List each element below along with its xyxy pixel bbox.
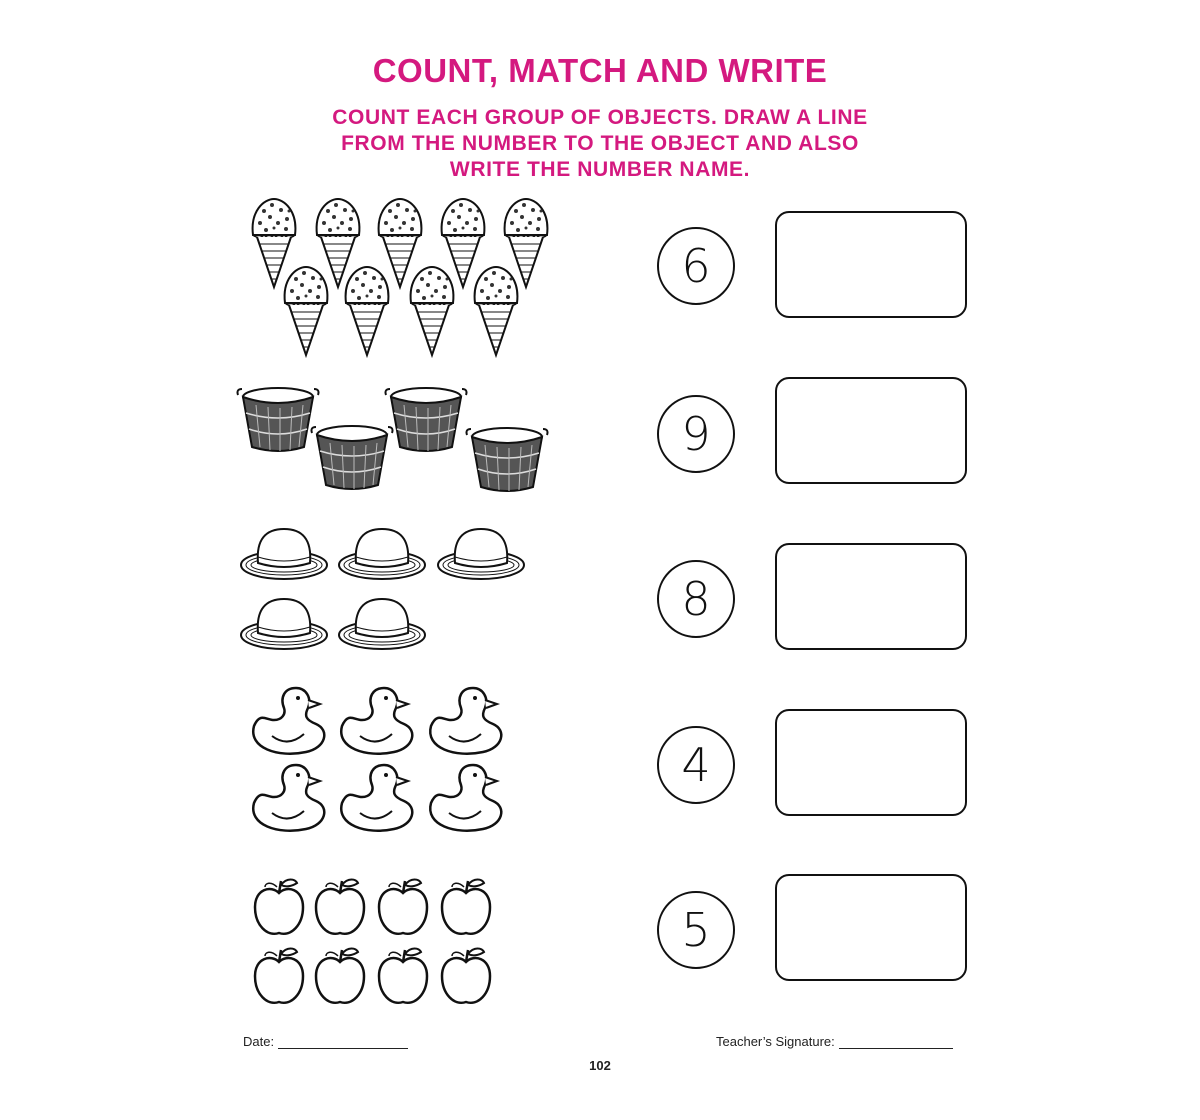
number-circle-8[interactable]: 8 (657, 560, 735, 638)
ice-cream-cone-icon (411, 267, 454, 355)
number-circle-9[interactable]: 9 (657, 395, 735, 473)
page-number: 102 (589, 1058, 611, 1073)
apple-icon (316, 949, 364, 1003)
duck-icon (430, 765, 501, 831)
apple-icon (379, 880, 427, 934)
apple-icon (379, 949, 427, 1003)
number-circle-4[interactable]: 4 (657, 726, 735, 804)
hat-icon (241, 529, 327, 579)
duck-icon (430, 688, 501, 754)
basket-icon (386, 388, 467, 451)
signature-label: Teacher’s Signature: (716, 1034, 835, 1049)
number-circle-5[interactable]: 5 (657, 891, 735, 969)
hat-icon (438, 529, 524, 579)
apple-icon (316, 880, 364, 934)
answer-box-1[interactable] (775, 211, 967, 318)
answer-box-5[interactable] (775, 874, 967, 981)
ice-cream-cone-icon (505, 199, 548, 287)
signature-field[interactable] (716, 1034, 953, 1049)
basket-icon (467, 428, 548, 491)
ice-cream-cone-icon (285, 267, 328, 355)
ice-cream-cone-icon (442, 199, 485, 287)
apple-icon (442, 880, 490, 934)
answer-box-4[interactable] (775, 709, 967, 816)
object-group-baskets[interactable] (225, 380, 565, 495)
ice-cream-cone-icon (475, 267, 518, 355)
basket-icon (238, 388, 319, 451)
instruction-line-2: FROM THE NUMBER TO THE OBJECT AND ALSO (341, 132, 859, 155)
hat-icon (241, 599, 327, 649)
answer-box-2[interactable] (775, 377, 967, 484)
date-line[interactable] (278, 1036, 408, 1049)
duck-icon (341, 688, 412, 754)
hat-icon (339, 529, 425, 579)
ice-cream-cone-icon (346, 267, 389, 355)
worksheet-title: COUNT, MATCH AND WRITE (372, 52, 828, 89)
ice-cream-cone-icon (379, 199, 422, 287)
date-label: Date: (243, 1034, 275, 1049)
hat-icon (339, 599, 425, 649)
answer-box-3[interactable] (775, 543, 967, 650)
instruction-line-1: COUNT EACH GROUP OF OBJECTS. DRAW A LINE (332, 106, 868, 129)
apple-icon (255, 949, 303, 1003)
ice-cream-cone-icon (253, 199, 296, 287)
object-group-apples[interactable] (225, 870, 565, 1010)
number-circle-6[interactable]: 6 (657, 227, 735, 305)
signature-line[interactable] (839, 1036, 953, 1049)
object-group-ice-cream[interactable] (225, 195, 565, 365)
apple-group-drawing (225, 870, 565, 1010)
duck-icon (253, 765, 324, 831)
duck-group-drawing (225, 680, 565, 840)
ice-cream-group-drawing (225, 195, 565, 365)
instruction-line-3: WRITE THE NUMBER NAME. (449, 158, 751, 181)
apple-icon (442, 949, 490, 1003)
apple-icon (255, 880, 303, 934)
object-group-hats[interactable] (225, 518, 565, 658)
basket-icon (312, 426, 393, 489)
basket-group-drawing (225, 380, 565, 495)
duck-icon (253, 688, 324, 754)
date-field[interactable] (243, 1034, 408, 1049)
object-group-ducks[interactable] (225, 680, 565, 840)
duck-icon (341, 765, 412, 831)
hat-group-drawing (225, 518, 565, 658)
